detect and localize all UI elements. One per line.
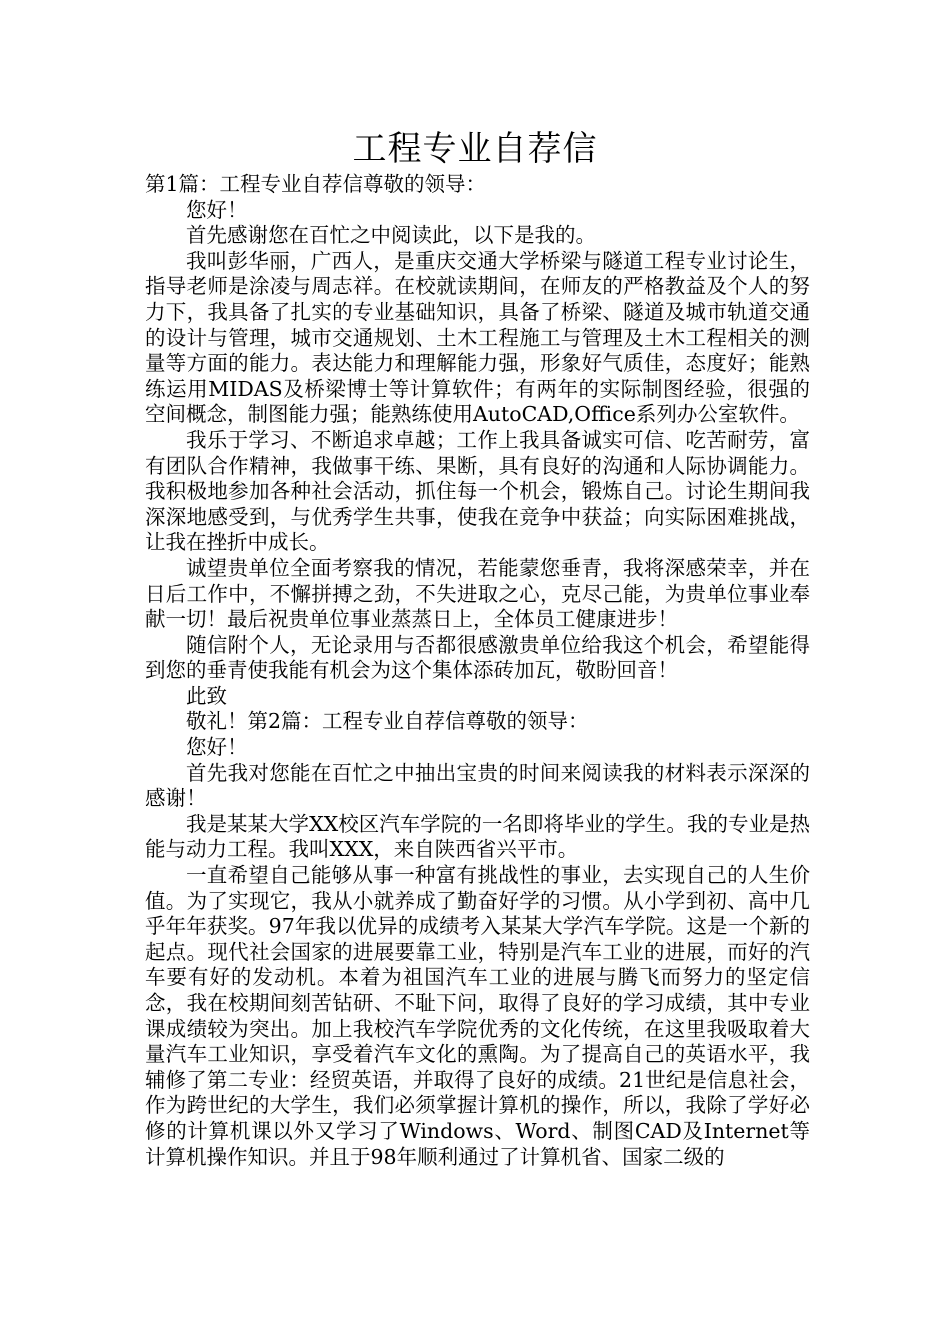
- paragraph-heading-1: 第1篇：工程专业自荐信尊敬的领导：: [145, 172, 487, 196]
- paragraph-greeting-1: 您好！: [186, 197, 248, 222]
- paragraph-greeting-2: 您好！: [186, 735, 248, 760]
- paragraph: 我是某某大学XX校区汽车学院的一名即将毕业的学生。我的专业是热能与动力工程。我叫XXX，来自陕西省兴平市。: [145, 811, 810, 862]
- paragraph-heading-2: 敬礼！第2篇：工程专业自荐信尊敬的领导：: [186, 709, 589, 734]
- document-body: [145, 172, 810, 1170]
- paragraph-closing: 此致: [186, 683, 227, 708]
- paragraph: 随信附个人，无论录用与否都很感激贵单位给我这个机会，希望能得到您的垂青使我能有机会为这个集体添砖加瓦，敬盼回音！: [145, 632, 810, 683]
- paragraph: 首先我对您能在百忙之中抽出宝贵的时间来阅读我的材料表示深深的感谢！: [145, 760, 810, 811]
- paragraph: 一直希望自己能够从事一种富有挑战性的事业，去实现自己的人生价值。为了实现它，我从小就养成了勤奋好学的习惯。从小学到初、高中几乎年年获奖。97年我以优异的成绩考入某某大学汽车学院。这是一个新的起点。现代社会国家的进展要靠工业，特别是汽车工业的进展，而好的汽车要有好的发动机。本着为祖国汽车工业的进展与腾飞而努力的坚定信念，我在校期间刻苦钻研、不耻下问，取得了良好的学习成绩，其中专业课成绩较为突出。加上我校汽车学院优秀的文化传统，在这里我吸取着大量汽车工业知识，享受着汽车文化的熏陶。为了提高自己的英语水平，我辅修了第二专业：经贸英语，并取得了良好的成绩。21世纪是信息社会，作为跨世纪的大学生，我们必须掌握计算机的操作，所以，我除了学好必修的计算机课以外又学习了Windows、Word、制图CAD及Internet等计算机操作知识。并且于98年顺利通过了计算机省、国家二级的: [145, 863, 810, 1169]
- document-title: 工程专业自荐信: [352, 129, 598, 169]
- paragraph: 首先感谢您在百忙之中阅读此，以下是我的。: [186, 223, 596, 248]
- paragraph: 我叫彭华丽，广西人，是重庆交通大学桥梁与隧道工程专业讨论生，指导老师是涂凌与周志祥。在校就读期间，在师友的严格教益及个人的努力下，我具备了扎实的专业基础知识，具备了桥梁、隧道及城市轨道交通的设计与管理，城市交通规划、土木工程施工与管理及土木工程相关的测量等方面的能力。表达能力和理解能力强，形象好气质佳，态度好；能熟练运用MIDAS及桥梁博士等计算软件；有两年的实际制图经验，很强的空间概念，制图能力强；能熟练使用AutoCAD,Office系列办公室软件。: [145, 248, 810, 427]
- paragraph: 诚望贵单位全面考察我的情况，若能蒙您垂青，我将深感荣幸，并在日后工作中，不懈拼搏之劲，不失进取之心，克尽己能，为贵单位事业奉献一切！最后祝贵单位事业蒸蒸日上，全体员工健康进步！: [145, 555, 810, 632]
- paragraph: 我乐于学习、不断追求卓越；工作上我具备诚实可信、吃苦耐劳，富有团队合作精神，我做事干练、果断，具有良好的沟通和人际协调能力。我积极地参加各种社会活动，抓住每一个机会，锻炼自己。讨论生期间我深深地感受到，与优秀学生共事，使我在竞争中获益；向实际困难挑战，让我在挫折中成长。: [145, 427, 810, 555]
